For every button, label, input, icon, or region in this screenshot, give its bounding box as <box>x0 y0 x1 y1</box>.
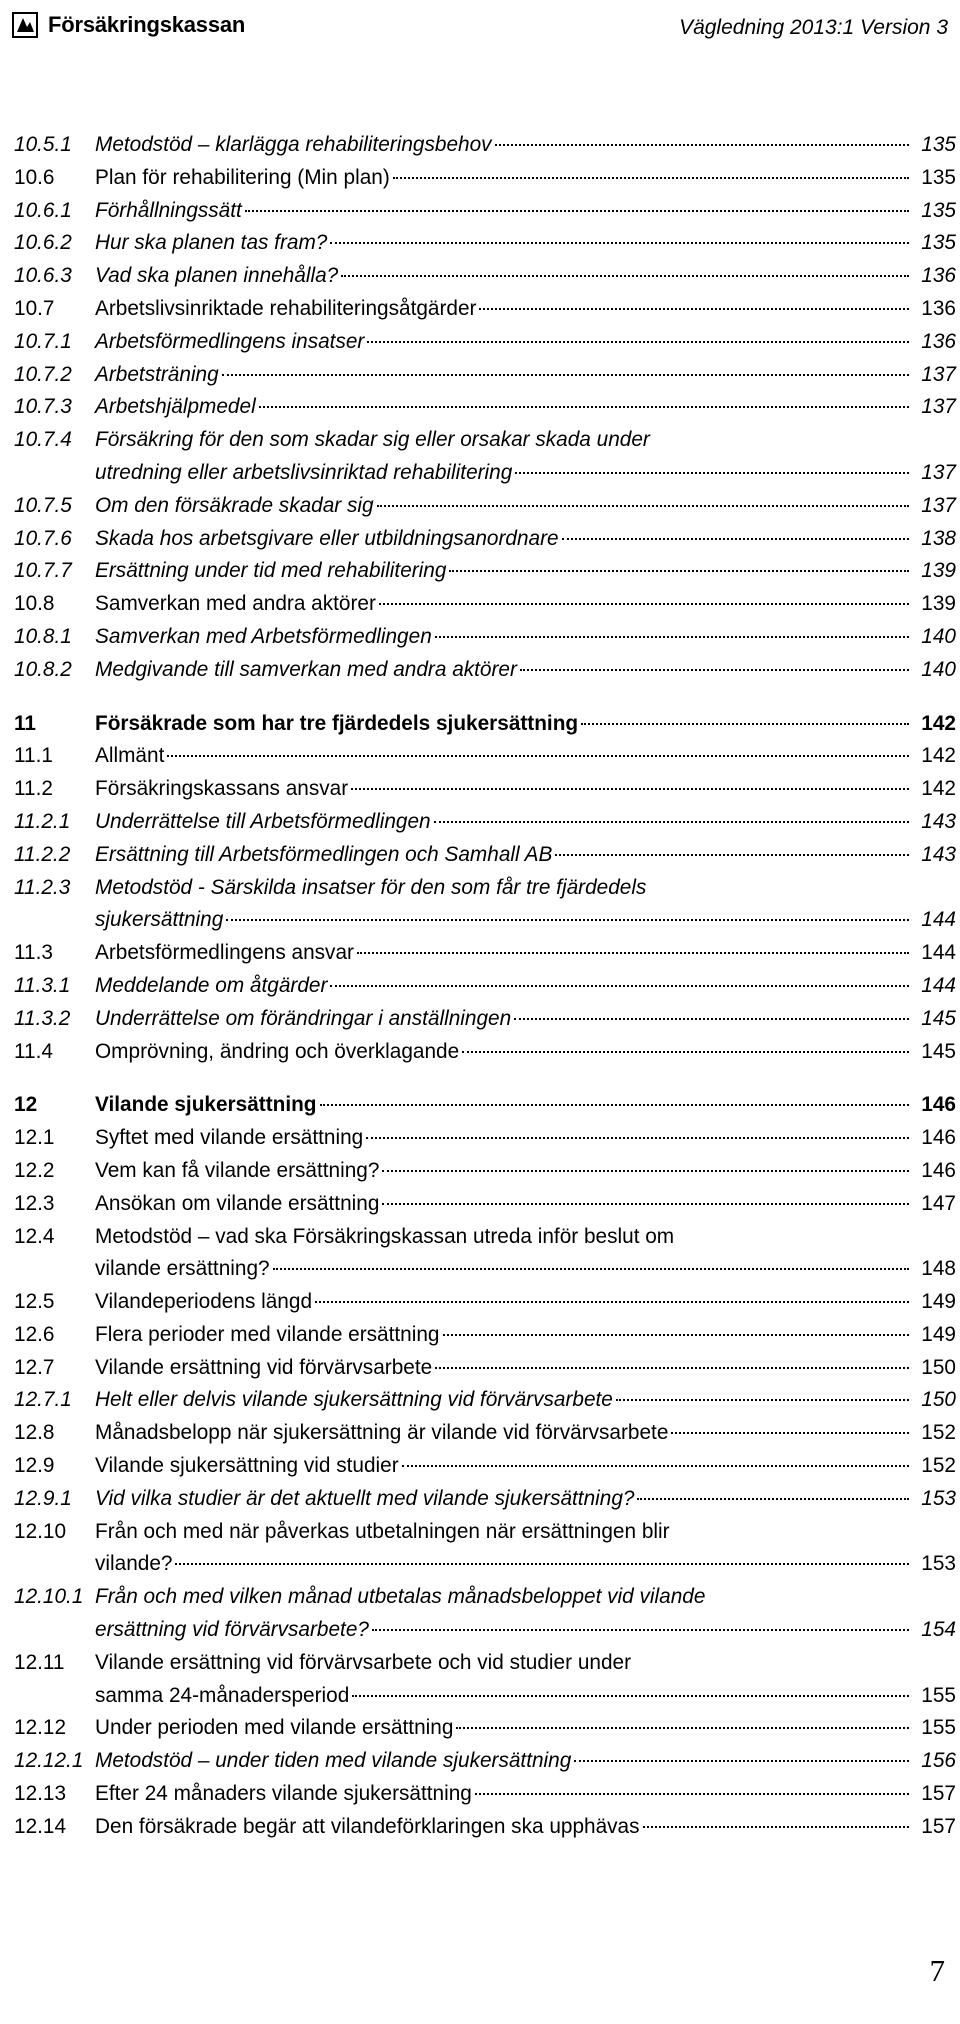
toc-entry-number: 10.7.4 <box>14 428 72 452</box>
toc-entry-number: 12.12.1 <box>14 1749 84 1773</box>
dot-leader <box>382 1203 909 1205</box>
toc-section-gap <box>14 687 956 708</box>
toc-entry-title: Syftet med vilande ersättning <box>95 1126 364 1150</box>
toc-entry-page: 153 <box>921 1552 956 1576</box>
dot-leader <box>479 308 909 310</box>
dot-leader <box>175 1563 909 1565</box>
toc-entry[interactable] <box>14 260 956 293</box>
toc-entry-number: 10.7.5 <box>14 493 72 517</box>
toc-entry-title: Efter 24 månaders vilande sjukersättning <box>95 1782 472 1806</box>
toc-entry-page: 157 <box>921 1782 956 1806</box>
toc-entry-number: 10.7.1 <box>14 329 72 353</box>
toc-entry-page: 145 <box>921 1039 956 1063</box>
toc-entry[interactable] <box>14 1778 956 1811</box>
toc-entry-title-continuation: vilande ersättning? <box>95 1257 270 1281</box>
toc-entry-page: 137 <box>921 460 956 484</box>
toc-entry-title: Metodstöd - Särskilda insatser för den som får tre fjärdedels <box>95 875 647 899</box>
toc-entry-page: 138 <box>921 526 956 550</box>
toc-entry-page: 137 <box>921 493 956 517</box>
dot-leader <box>562 538 909 540</box>
dot-leader <box>581 723 909 725</box>
toc-entry-title-continuation: ersättning vid förvärvsarbete? <box>95 1618 369 1642</box>
toc-entry-page: 142 <box>921 777 956 801</box>
toc-entry[interactable] <box>14 839 956 872</box>
dot-leader <box>273 1268 909 1270</box>
toc-entry-number: 12.14 <box>14 1814 67 1838</box>
toc-entry[interactable] <box>14 162 956 195</box>
toc-entry-page: 143 <box>921 809 956 833</box>
toc-entry-number: 12.9 <box>14 1454 55 1478</box>
toc-entry-number: 11 <box>14 711 36 735</box>
toc-entry-title-continuation: sjukersättning <box>95 908 224 932</box>
toc-entry-title: Arbetsträning <box>95 362 219 386</box>
toc-entry[interactable] <box>14 523 956 556</box>
toc-entry[interactable] <box>14 1712 956 1745</box>
toc-entry[interactable] <box>14 1516 956 1582</box>
toc-entry-page: 146 <box>921 1093 956 1117</box>
dot-leader <box>245 210 909 212</box>
toc-entry[interactable] <box>14 621 956 654</box>
toc-entry[interactable] <box>14 937 956 970</box>
dot-leader <box>167 755 909 757</box>
toc-entry-page: 135 <box>921 231 956 255</box>
toc-entry-number: 12.12 <box>14 1716 67 1740</box>
toc-entry-title: Meddelande om åtgärder <box>95 973 328 997</box>
toc-entry-page: 155 <box>921 1716 956 1740</box>
toc-entry-title: Metodstöd – klarlägga rehabiliteringsbehov <box>95 133 492 156</box>
dot-leader <box>320 1104 909 1106</box>
toc-entry-title: Månadsbelopp när sjukersättning är vilande vid förvärvsarbete <box>95 1421 669 1445</box>
toc-entry-number: 11.2.2 <box>14 842 71 866</box>
toc-section-gap <box>14 1068 956 1089</box>
toc-entry-number: 10.8 <box>14 592 55 616</box>
dot-leader <box>382 1170 909 1172</box>
toc-entry-title: Underrättelse till Arbetsförmedlingen <box>95 809 431 833</box>
dot-leader <box>475 1793 909 1795</box>
toc-entry-title: Vilandeperiodens längd <box>95 1290 313 1314</box>
table-of-contents <box>14 129 956 1844</box>
toc-entry[interactable] <box>14 806 956 839</box>
toc-entry-page: 157 <box>921 1814 956 1838</box>
dot-leader <box>456 1727 909 1729</box>
toc-entry-title: Underrättelse om förändringar i anställningen <box>95 1006 512 1030</box>
dot-leader <box>616 1399 909 1401</box>
dot-leader <box>643 1826 909 1828</box>
toc-entry-page: 140 <box>921 624 956 648</box>
toc-entry-title: Försäkring för den som skadar sig eller orsakar skada under <box>95 428 650 452</box>
toc-entry-page: 149 <box>921 1322 956 1346</box>
toc-entry-title: Ersättning under tid med rehabilitering <box>95 559 447 583</box>
toc-entry-title: Flera perioder med vilande ersättning <box>95 1322 440 1346</box>
dot-leader <box>435 636 909 638</box>
toc-entry-page: 154 <box>921 1618 956 1642</box>
toc-entry-page: 136 <box>921 264 956 288</box>
toc-entry-number: 10.7.3 <box>14 395 72 419</box>
dot-leader <box>222 374 909 376</box>
dot-leader <box>520 669 909 671</box>
toc-entry-number: 12.7.1 <box>14 1388 72 1412</box>
dot-leader <box>226 919 909 921</box>
toc-entry-number: 12.1 <box>14 1126 55 1150</box>
toc-entry[interactable] <box>14 1155 956 1188</box>
toc-entry-number: 10.5.1 <box>14 133 72 156</box>
dot-leader <box>341 275 909 277</box>
toc-entry-title: Vilande ersättning vid förvärvsarbete och vid studier under <box>95 1650 632 1674</box>
dot-leader <box>495 144 909 146</box>
toc-entry[interactable] <box>14 391 956 424</box>
toc-entry-title: Om den försäkrade skadar sig <box>95 493 374 517</box>
toc-entry-title: Försäkringskassans ansvar <box>95 777 349 801</box>
toc-entry-number: 12.5 <box>14 1290 55 1314</box>
toc-entry-title: Vilande sjukersättning vid studier <box>95 1454 399 1478</box>
dot-leader <box>671 1432 909 1434</box>
toc-entry[interactable] <box>14 1384 956 1417</box>
toc-entry-number: 10.6.3 <box>14 264 72 288</box>
toc-entry-number: 12.7 <box>14 1355 55 1379</box>
toc-entry-title: Från och med när påverkas utbetalningen när ersättningen blir <box>95 1519 670 1543</box>
dot-leader <box>330 242 909 244</box>
dot-leader <box>443 1334 910 1336</box>
dot-leader <box>462 1051 909 1053</box>
dot-leader <box>366 1137 909 1139</box>
toc-entry-number: 12.4 <box>14 1224 55 1248</box>
brand <box>12 12 245 38</box>
toc-entry-number: 10.8.2 <box>14 657 72 681</box>
toc-entry-title: Vilande sjukersättning <box>95 1093 317 1117</box>
toc-entry-number: 10.6.2 <box>14 231 72 255</box>
toc-entry-title-continuation: samma 24-månadersperiod <box>95 1683 350 1707</box>
toc-entry-page: 153 <box>921 1486 956 1510</box>
toc-entry[interactable] <box>14 740 956 773</box>
toc-entry-page: 135 <box>921 165 956 189</box>
toc-entry[interactable] <box>14 359 956 392</box>
page-number: 7 <box>929 1953 945 1988</box>
dot-leader <box>514 1018 909 1020</box>
toc-entry-page: 139 <box>921 559 956 583</box>
toc-entry-page: 143 <box>921 842 956 866</box>
toc-entry-title: Vid vilka studier är det aktuellt med vilande sjukersättning? <box>95 1486 635 1510</box>
toc-entry-page: 145 <box>921 1006 956 1030</box>
toc-entry[interactable] <box>14 1089 956 1122</box>
toc-entry[interactable] <box>14 1221 956 1287</box>
toc-entry-title: Ansökan om vilande ersättning <box>95 1191 380 1215</box>
toc-entry-number: 12.3 <box>14 1191 55 1215</box>
toc-entry-title: Omprövning, ändring och överklagande <box>95 1039 460 1063</box>
dot-leader <box>449 570 909 572</box>
toc-entry-title: Vad ska planen innehålla? <box>95 264 339 288</box>
dot-leader <box>351 788 909 790</box>
toc-entry-page: 146 <box>921 1158 956 1182</box>
dot-leader <box>379 603 909 605</box>
toc-entry[interactable] <box>14 708 956 741</box>
dot-leader <box>259 406 909 408</box>
toc-entry-page: 149 <box>921 1290 956 1314</box>
toc-entry-number: 11.1 <box>14 744 53 768</box>
toc-entry[interactable] <box>14 555 956 588</box>
toc-entry[interactable] <box>14 227 956 260</box>
forsakringskassan-logo-icon <box>12 12 38 38</box>
toc-entry[interactable] <box>14 1417 956 1450</box>
toc-entry-title: Arbetslivsinriktade rehabiliteringsåtgärder <box>95 296 477 320</box>
toc-entry[interactable] <box>14 1811 956 1844</box>
toc-entry[interactable] <box>14 490 956 523</box>
toc-entry-page: 150 <box>921 1355 956 1379</box>
toc-entry[interactable] <box>14 588 956 621</box>
toc-entry-title: Förhållningssätt <box>95 198 242 222</box>
toc-entry[interactable] <box>14 1286 956 1319</box>
toc-entry-number: 12.10.1 <box>14 1585 84 1609</box>
toc-entry-page: 155 <box>921 1683 956 1707</box>
dot-leader <box>372 1629 909 1631</box>
toc-entry-title: Plan för rehabilitering (Min plan) <box>95 165 390 189</box>
toc-entry[interactable] <box>14 1003 956 1036</box>
toc-entry-number: 10.6.1 <box>14 198 72 222</box>
toc-entry[interactable] <box>14 424 956 490</box>
toc-entry-number: 10.7.7 <box>14 559 72 583</box>
toc-entry-number: 11.2 <box>14 777 53 801</box>
toc-entry-number: 11.2.1 <box>14 809 71 833</box>
toc-entry-title: Medgivande till samverkan med andra aktörer <box>95 657 517 681</box>
toc-entry-page: 152 <box>921 1454 956 1478</box>
toc-entry-title: Metodstöd – under tiden med vilande sjukersättning <box>95 1749 572 1773</box>
toc-entry-page: 135 <box>921 198 956 222</box>
toc-entry[interactable] <box>14 129 956 162</box>
toc-entry-title: Skada hos arbetsgivare eller utbildningsanordnare <box>95 526 559 550</box>
dot-leader <box>435 1367 909 1369</box>
toc-entry-title: Från och med vilken månad utbetalas månadsbeloppet vid vilande <box>95 1585 706 1609</box>
toc-entry[interactable] <box>14 773 956 806</box>
toc-entry-title: Samverkan med Arbetsförmedlingen <box>95 624 432 648</box>
toc-entry-number: 12.8 <box>14 1421 55 1445</box>
toc-entry-title: Arbetshjälpmedel <box>95 395 256 419</box>
dot-leader <box>367 341 909 343</box>
dot-leader <box>574 1760 909 1762</box>
dot-leader <box>357 952 909 954</box>
toc-entry-title: Metodstöd – vad ska Försäkringskassan utreda inför beslut om <box>95 1224 675 1248</box>
toc-entry[interactable] <box>14 1483 956 1516</box>
toc-entry-page: 136 <box>921 329 956 353</box>
toc-entry-number: 10.7.6 <box>14 526 72 550</box>
toc-entry-number: 11.3.2 <box>14 1006 71 1030</box>
toc-entry-title: Under perioden med vilande ersättning <box>95 1716 454 1740</box>
toc-entry-page: 140 <box>921 657 956 681</box>
toc-entry-title: Den försäkrade begär att vilandeförklaringen ska upphävas <box>95 1814 640 1838</box>
toc-entry[interactable] <box>14 654 956 687</box>
dot-leader <box>434 821 909 823</box>
toc-entry[interactable] <box>14 326 956 359</box>
dot-leader <box>393 177 909 179</box>
toc-entry-page: 147 <box>921 1191 956 1215</box>
toc-entry-number: 12 <box>14 1093 38 1117</box>
toc-entry-number: 12.13 <box>14 1782 67 1806</box>
toc-entry-page: 144 <box>921 973 956 997</box>
toc-entry-page: 135 <box>921 133 956 156</box>
dot-leader <box>377 505 909 507</box>
brand-name: Försäkringskassan <box>48 12 246 37</box>
toc-entry[interactable] <box>14 1188 956 1221</box>
toc-entry[interactable] <box>14 872 956 938</box>
toc-entry[interactable] <box>14 1647 956 1713</box>
toc-entry-page: 136 <box>921 296 956 320</box>
dot-leader <box>330 985 909 987</box>
toc-entry-number: 11.3 <box>14 941 53 965</box>
dot-leader <box>515 472 909 474</box>
toc-entry[interactable] <box>14 1352 956 1385</box>
toc-entry-page: 156 <box>921 1749 956 1773</box>
toc-entry[interactable] <box>14 1036 956 1069</box>
toc-entry-title: Allmänt <box>95 744 165 768</box>
toc-entry-number: 11.3.1 <box>14 973 71 997</box>
toc-entry-page: 137 <box>921 362 956 386</box>
toc-entry-number: 10.8.1 <box>14 624 72 648</box>
toc-entry-title: Vem kan få vilande ersättning? <box>95 1158 380 1182</box>
toc-entry-number: 11.4 <box>14 1039 53 1063</box>
toc-entry-title: Försäkrade som har tre fjärdedels sjukersättning <box>95 711 579 735</box>
dot-leader <box>637 1498 909 1500</box>
toc-entry-title: Hur ska planen tas fram? <box>95 231 328 255</box>
toc-entry-title: Arbetsförmedlingens ansvar <box>95 941 354 965</box>
document-version: Vägledning 2013:1 Version 3 <box>679 16 948 39</box>
toc-entry-page: 142 <box>921 744 956 768</box>
toc-entry-page: 152 <box>921 1421 956 1445</box>
toc-entry[interactable] <box>14 1450 956 1483</box>
toc-entry-title-continuation: utredning eller arbetslivsinriktad rehabilitering <box>95 460 513 484</box>
dot-leader <box>402 1465 909 1467</box>
toc-entry-number: 10.7.2 <box>14 362 72 386</box>
toc-entry[interactable] <box>14 1122 956 1155</box>
toc-entry-title-continuation: vilande? <box>95 1552 173 1576</box>
toc-entry[interactable] <box>14 1581 956 1647</box>
dot-leader <box>315 1301 909 1303</box>
toc-entry-number: 12.2 <box>14 1158 55 1182</box>
toc-entry-page: 150 <box>921 1388 956 1412</box>
toc-entry-page: 137 <box>921 395 956 419</box>
toc-entry-title: Helt eller delvis vilande sjukersättning vid förvärvsarbete <box>95 1388 613 1412</box>
toc-entry-page: 139 <box>921 592 956 616</box>
toc-entry[interactable] <box>14 1745 956 1778</box>
toc-entry-title: Samverkan med andra aktörer <box>95 592 376 616</box>
toc-entry-page: 148 <box>921 1257 956 1281</box>
toc-entry-number: 11.2.3 <box>14 875 71 899</box>
toc-entry-title: Arbetsförmedlingens insatser <box>95 329 365 353</box>
toc-entry-title: Vilande ersättning vid förvärvsarbete <box>95 1355 433 1379</box>
toc-entry-number: 10.6 <box>14 165 55 189</box>
toc-entry-number: 10.7 <box>14 296 55 320</box>
toc-entry[interactable] <box>14 195 956 228</box>
toc-entry-page: 144 <box>921 941 956 965</box>
toc-entry-page: 146 <box>921 1126 956 1150</box>
dot-leader <box>555 854 909 856</box>
page-header <box>12 8 948 44</box>
toc-entry[interactable] <box>14 293 956 326</box>
toc-entry-page: 142 <box>921 711 956 735</box>
toc-entry-page: 144 <box>921 908 956 932</box>
toc-entry[interactable] <box>14 1319 956 1352</box>
toc-entry-number: 12.10 <box>14 1519 67 1543</box>
toc-entry-number: 12.11 <box>14 1650 65 1674</box>
toc-entry-number: 12.6 <box>14 1322 55 1346</box>
toc-entry[interactable] <box>14 970 956 1003</box>
dot-leader <box>352 1695 909 1697</box>
toc-entry-number: 12.9.1 <box>14 1486 72 1510</box>
toc-entry-title: Ersättning till Arbetsförmedlingen och Samhall AB <box>95 842 553 866</box>
